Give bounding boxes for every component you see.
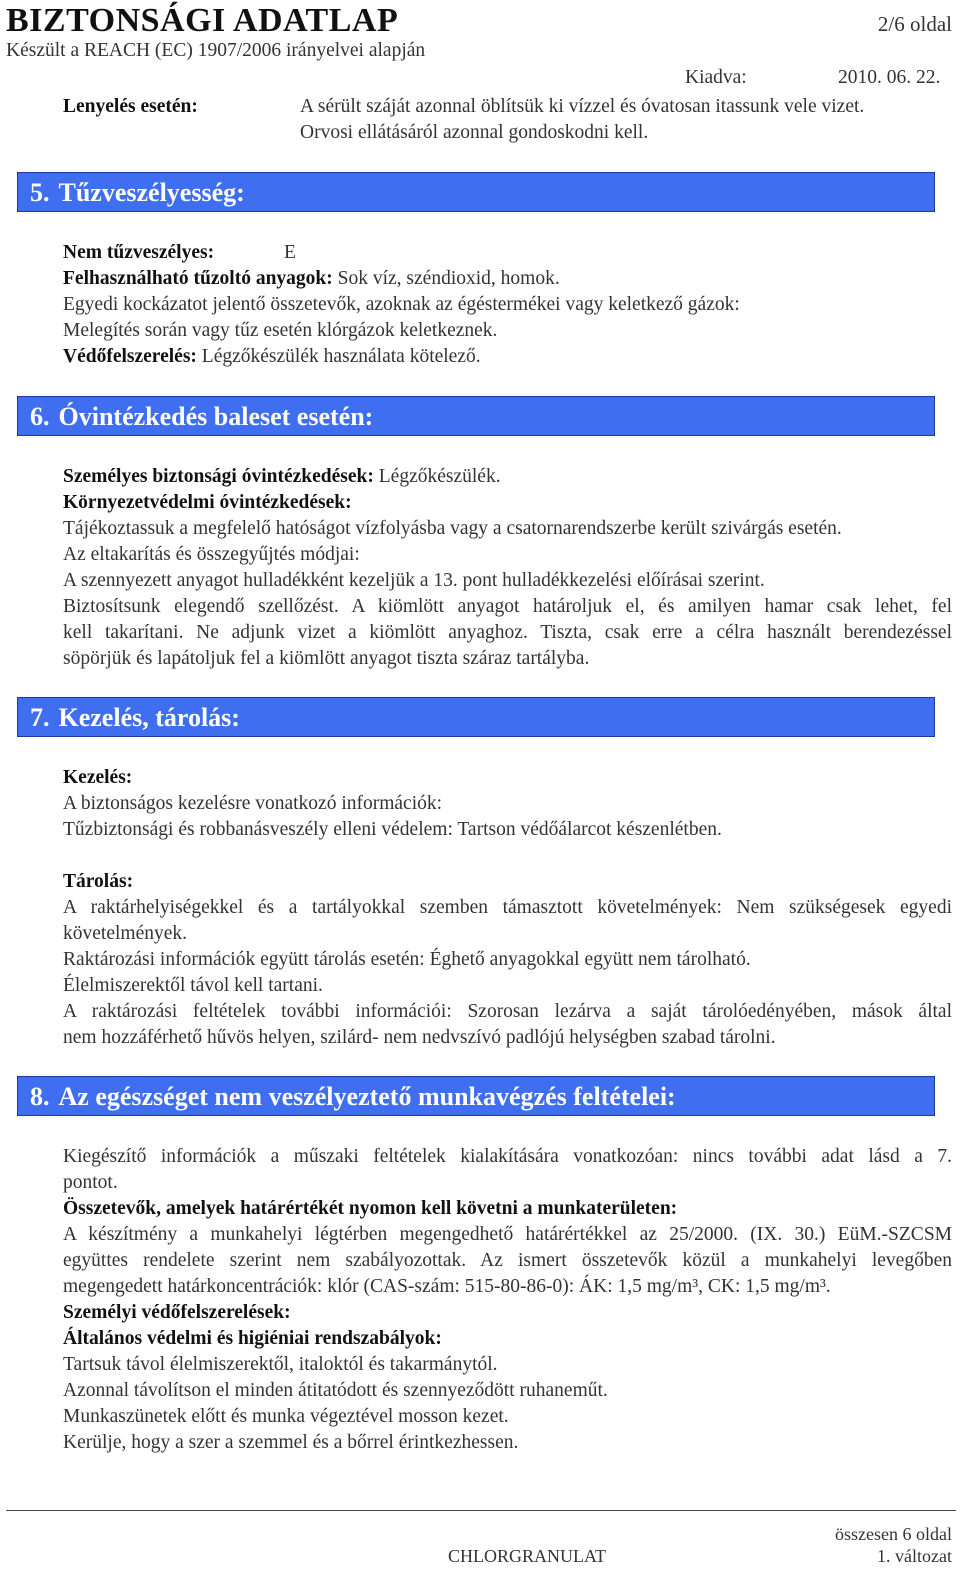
section-8-number: 8. [30,1082,50,1111]
ingestion-label: Lenyelés esetén: [63,96,198,117]
issued-date: 2010. 06. 22. [838,67,941,88]
section-5-number: 5. [30,178,50,207]
page-number: 2/6 oldal [877,12,952,36]
ppe-label: Személyi védőfelszerelések: [63,1302,291,1323]
handling-line-2: Tűzbiztonsági és robbanásveszély elleni védelem: Tartson védőálarcot készenlétben. [63,819,722,840]
issued-label: Kiadva: [685,67,747,88]
hygiene-label: Általános védelmi és higiéniai rendszabályok: [63,1328,442,1349]
storage-line-6: nem hozzáférhető hűvös helyen, szilárd- nem nedvszívó padlójú helységben szabad tárolni. [63,1027,776,1048]
protective-equipment: Védőfelszerelés: Légzőkészülék használata kötelező. [63,346,481,367]
ingestion-line-1: A sérült száját azonnal öblítsük ki vízzel és óvatosan itassunk vele vizet. [300,96,865,117]
nonflammable-label: Nem tűzveszélyes: [63,242,215,263]
section-6-title: Óvintézkedés baleset esetén: [58,402,374,431]
storage-line-5: A raktározási feltételek további információi: Szorosan lezárva a saját tárolóedényében, mások által [63,1001,952,1022]
info-line-1: Kiegészítő információk a műszaki feltételek kialakítására vonatkozóan: nincs további adat lásd a 7. [63,1146,952,1167]
footer-divider [6,1510,956,1511]
limits-label: Összetevők, amelyek határértékét nyomon kell követni a munkaterületen: [63,1198,678,1219]
section-6-number: 6. [30,402,50,431]
nonflammable-value: E [284,242,296,263]
footer-product-name: CHLORGRANULAT [448,1546,607,1566]
storage-line-1: A raktárhelyiségekkel és a tartályokkal szemben támasztott követelmények: Nem szükségesek egyedi [63,897,952,918]
cleanup-line-3: söpörjük és lapátoljuk fel a kiömlött anyagot tiszta száraz tartályba. [63,648,590,669]
footer-version: 1. változat [877,1546,952,1566]
env-precautions-label: Környezetvédelmi óvintézkedések: [63,492,352,513]
storage-line-2: követelmények. [63,923,187,944]
ingestion-line-2: Orvosi ellátásáról azonnal gondoskodni kell. [300,122,649,143]
waste-line: A szennyezett anyagot hulladékként kezeljük a 13. pont hulladékkezelési előírásai szerint. [63,570,765,591]
hazard-line-2: Melegítés során vagy tűz esetén klórgázok keletkeznek. [63,320,498,341]
removal-label: Az eltakarítás és összegyűjtés módjai: [63,544,360,565]
section-8-title: Az egészséget nem veszélyeztető munkavégzés feltételei: [58,1082,676,1111]
hazard-line-1: Egyedi kockázatot jelentő összetevők, azoknak az égéstermékei vagy keletkező gázok: [63,294,740,315]
section-7-number: 7. [30,703,50,732]
section-7-title: Kezelés, tárolás: [58,703,240,732]
hygiene-line-2: Azonnal távolítson el minden átitatódott és szennyeződött ruhaneműt. [63,1380,608,1401]
cleanup-line-2: kell takarítani. Ne adjunk vizet a kiömlött anyaghoz. Tiszta, csak erre a célra használt berendezéssel [63,622,952,643]
hygiene-line-3: Munkaszünetek előtt és munka végeztével mosson kezet. [63,1406,509,1427]
section-8-header [17,1076,935,1116]
section-5-header [17,172,935,212]
handling-line-1: A biztonságos kezelésre vonatkozó információk: [63,793,443,814]
limits-line-1: A készítmény a munkahelyi légtérben megengedhető határértékkel az 25/2000. (IX. 30.) EüM.-SZCSM [63,1224,952,1245]
section-5-title: Tűzveszélyesség: [58,178,245,207]
storage-label: Tárolás: [63,871,134,892]
personal-precautions: Személyes biztonsági óvintézkedések: Légzőkészülék. [63,466,501,487]
storage-line-4: Élelmiszerektől távol kell tartani. [63,975,323,996]
hygiene-line-1: Tartsuk távol élelmiszerektől, italoktól és takarmánytól. [63,1354,498,1375]
cleanup-line-1: Biztosítsunk elegendő szellőzést. A kiömlött anyagot határoljuk el, és amilyen hamar csak lehet, fel [63,596,952,617]
limits-line-3: megengedett határkoncentrációk: klór (CAS-szám: 515-80-86-0): ÁK: 1,5 mg/m³, CK: 1,5 mg/m³. [63,1276,831,1297]
extinguishing-media: Felhasználható tűzoltó anyagok: Sok víz, széndioxid, homok. [63,268,560,289]
info-line-2: pontot. [63,1172,118,1193]
document-title: BIZTONSÁGI ADATLAP [6,2,399,39]
footer-total-pages: összesen 6 oldal [835,1524,952,1544]
storage-line-3: Raktározási információk együtt tárolás esetén: Éghető anyagokkal együtt nem tárolható. [63,949,751,970]
document-subtitle: Készült a REACH (EC) 1907/2006 irányelvei alapján [6,40,426,61]
handling-label: Kezelés: [63,767,133,788]
env-precautions-line: Tájékoztassuk a megfelelő hatóságot vízfolyásba vagy a csatornarendszerbe került szivárgás esetén. [63,518,842,539]
limits-line-2: együttes rendelete szerint nem szabályozottak. Az ismert összetevők közül a munkahelyi levegőben [63,1250,952,1271]
hygiene-line-4: Kerülje, hogy a szer a szemmel és a bőrrel érintkezhessen. [63,1432,519,1453]
section-7-header [17,697,935,737]
section-6-header [17,396,935,436]
